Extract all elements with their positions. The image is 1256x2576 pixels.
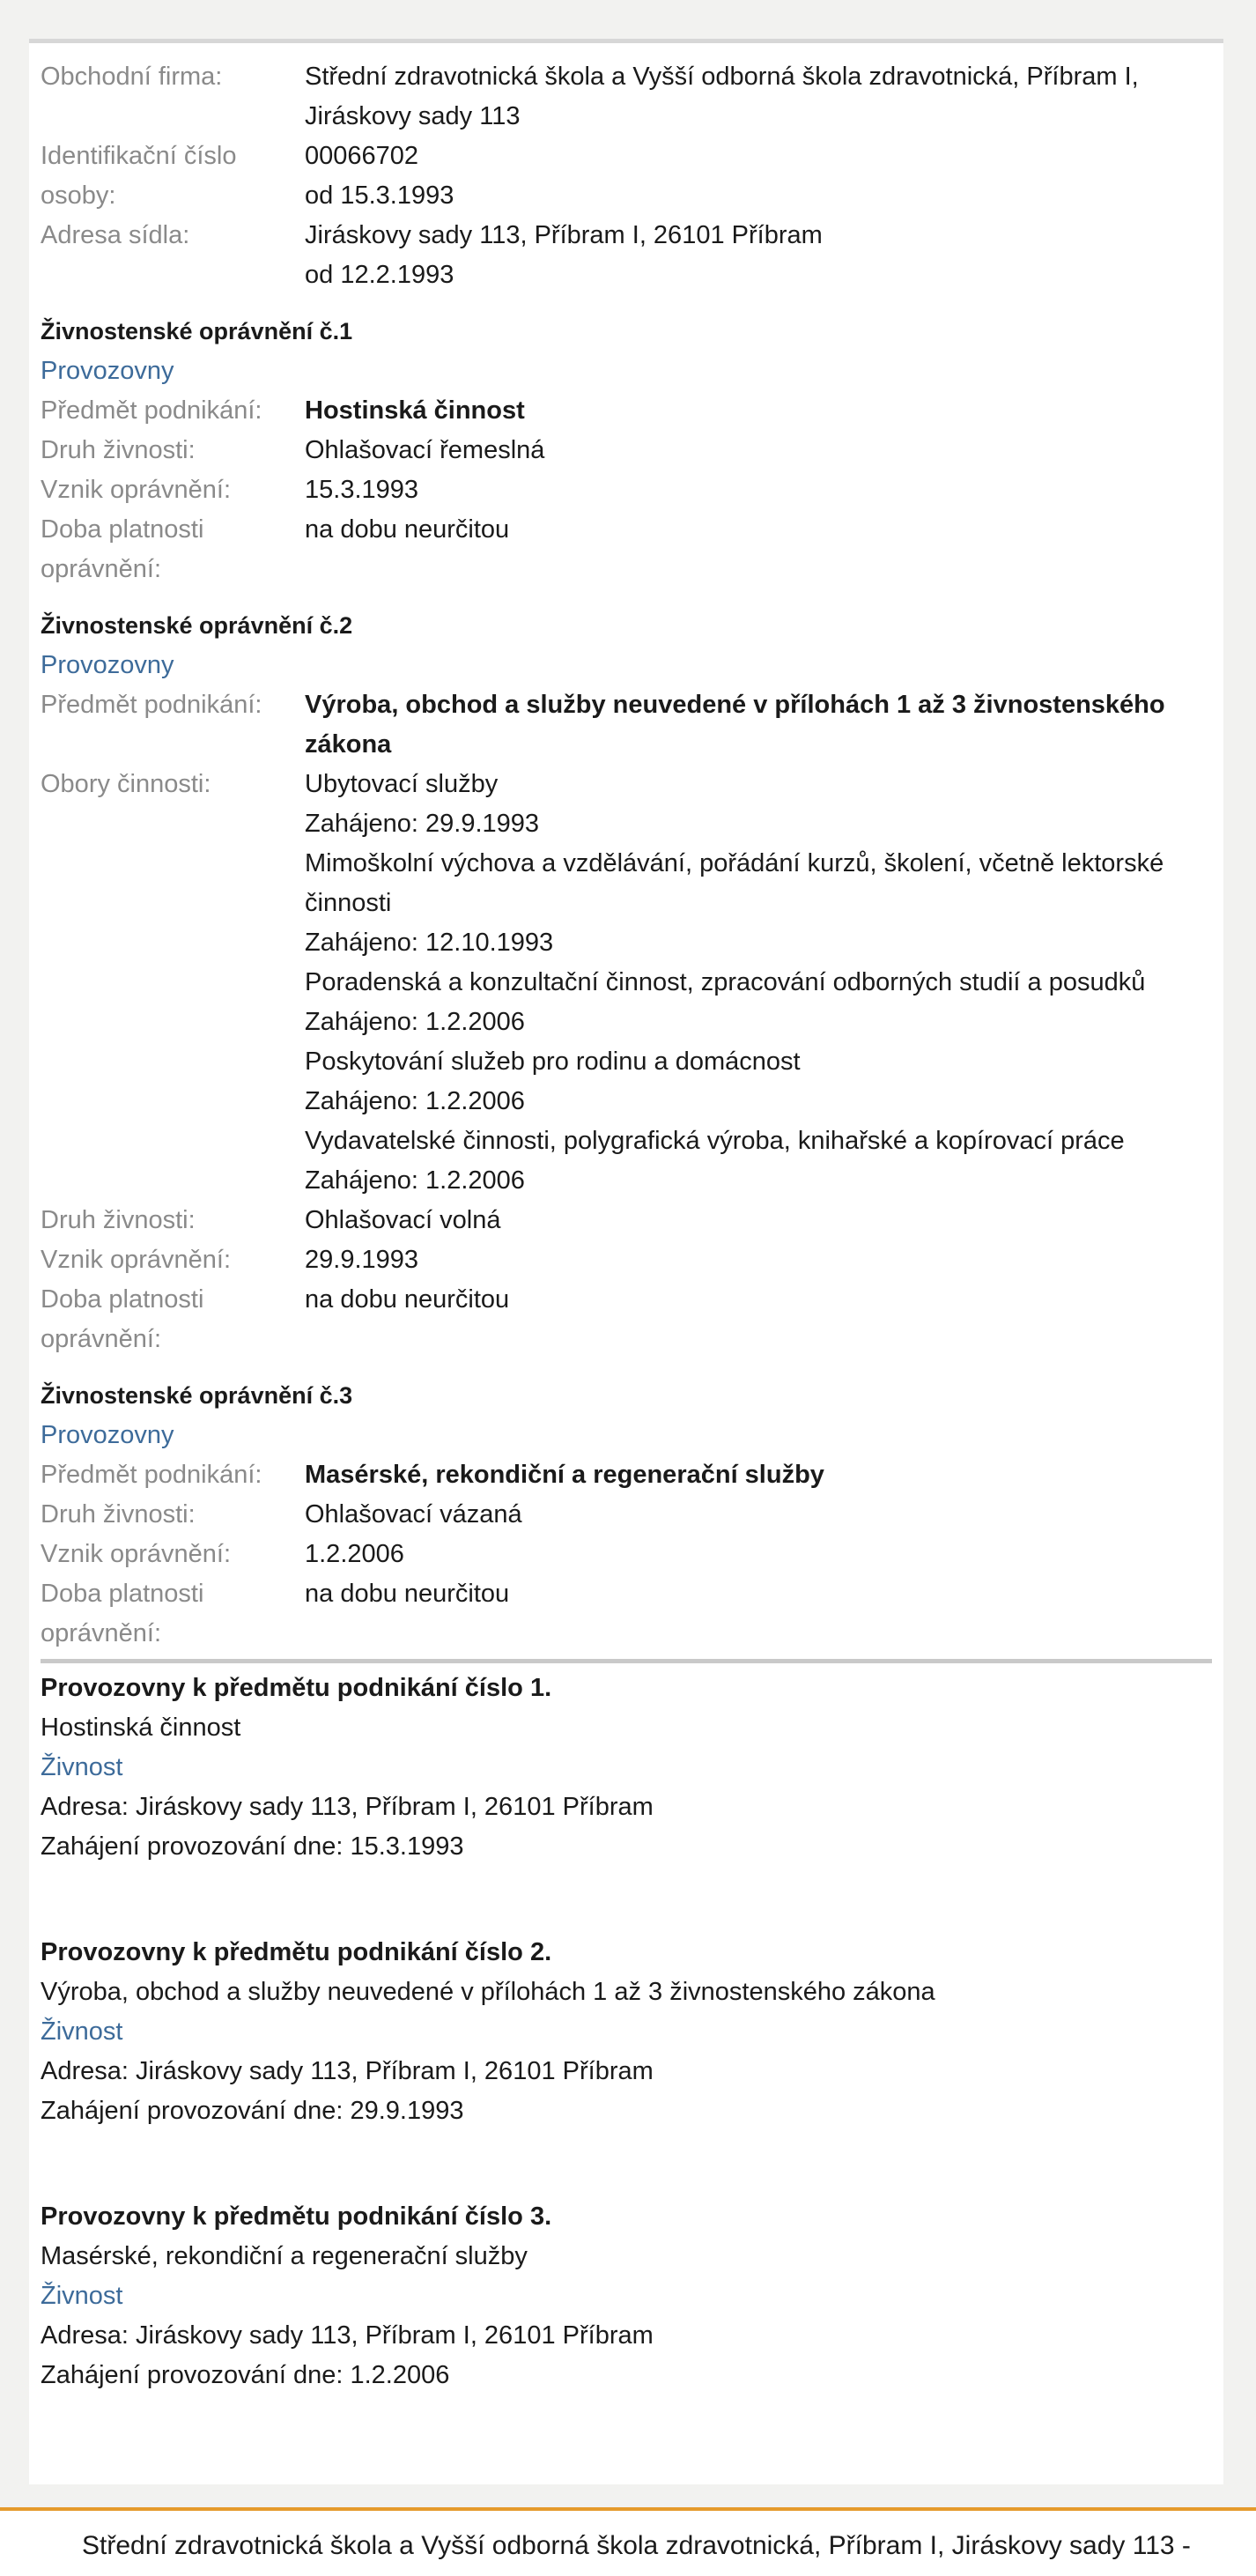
company-info	[41, 57, 1223, 295]
validity-label: Doba platnosti oprávnění:	[41, 1580, 204, 1647]
establishment-title: Provozovny k předmětu podnikání číslo 1.	[41, 1674, 552, 1702]
validity-value: na dobu neurčitou	[305, 515, 510, 544]
subject-value: Hostinská činnost	[305, 396, 525, 425]
establishments-link[interactable]: Provozovny	[41, 357, 174, 385]
subject-label: Předmět podnikání:	[41, 1461, 262, 1489]
establishment-1	[41, 1669, 1223, 1867]
establishment-2	[41, 1933, 1223, 2131]
establishment-address: Adresa: Jiráskovy sady 113, Příbram I, 26101 Příbram	[41, 2321, 654, 2350]
trade-type-label: Druh živnosti:	[41, 1206, 196, 1234]
footer-text: Střední zdravotnická škola a Vyšší odborná škola zdravotnická, Příbram I, Jiráskovy sady 113 -	[82, 2531, 1191, 2560]
validity-value: na dobu neurčitou	[305, 1580, 510, 1608]
field-name: Poskytování služeb pro rodinu a domácnost	[305, 1047, 801, 1076]
validity-label: Doba platnosti oprávnění:	[41, 1285, 204, 1353]
company-address-value: Jiráskovy sady 113, Příbram I, 26101 Příbram od 12.2.1993	[305, 221, 823, 289]
trade-link[interactable]: Živnost	[41, 1753, 123, 1781]
trade-type-value: Ohlašovací vázaná	[305, 1500, 522, 1529]
origin-value: 29.9.1993	[305, 1246, 419, 1274]
field-started: Zahájeno: 29.9.1993	[305, 810, 540, 838]
establishment-start: Zahájení provozování dne: 29.9.1993	[41, 2097, 464, 2125]
licence-title: Živnostenské oprávnění č.1	[41, 318, 353, 344]
subject-label: Předmět podnikání:	[41, 396, 262, 425]
company-name-value: Střední zdravotnická škola a Vyšší odborná škola zdravotnická, Příbram I, Jiráskovy sady 113	[305, 63, 1139, 130]
company-id-label: Identifikační číslo osoby:	[41, 142, 237, 210]
origin-value: 1.2.2006	[305, 1540, 404, 1568]
licence-1	[41, 312, 1223, 589]
company-address-label: Adresa sídla:	[41, 221, 190, 249]
field-name: Vydavatelské činnosti, polygrafická výroba, knihařské a kopírovací práce	[305, 1127, 1125, 1155]
section-divider	[41, 1659, 1212, 1663]
licence-2	[41, 606, 1223, 1359]
field-name: Poradenská a konzultační činnost, zpracování odborných studií a posudků	[305, 968, 1146, 996]
establishments-link[interactable]: Provozovny	[41, 651, 174, 679]
establishment-start: Zahájení provozování dne: 15.3.1993	[41, 1832, 464, 1861]
fields-list	[305, 765, 1194, 1201]
validity-value: na dobu neurčitou	[305, 1285, 510, 1314]
field-started: Zahájeno: 1.2.2006	[305, 1166, 525, 1195]
licence-title: Živnostenské oprávnění č.3	[41, 1382, 353, 1409]
field-started: Zahájeno: 1.2.2006	[305, 1087, 525, 1115]
establishment-title: Provozovny k předmětu podnikání číslo 3.	[41, 2202, 552, 2231]
company-id-value: 00066702 od 15.3.1993	[305, 142, 454, 210]
establishment-address: Adresa: Jiráskovy sady 113, Příbram I, 26101 Příbram	[41, 2057, 654, 2085]
establishment-start: Zahájení provozování dne: 1.2.2006	[41, 2361, 450, 2389]
trade-type-label: Druh živnosti:	[41, 436, 196, 464]
establishment-subject: Výroba, obchod a služby neuvedené v přílohách 1 až 3 živnostenského zákona	[41, 1978, 935, 2006]
trade-type-value: Ohlašovací řemeslná	[305, 436, 545, 464]
trade-link[interactable]: Živnost	[41, 2282, 123, 2310]
establishment-subject: Masérské, rekondiční a regenerační služby	[41, 2242, 528, 2270]
establishment-title: Provozovny k předmětu podnikání číslo 2.	[41, 1938, 552, 1966]
page-footer	[0, 2507, 1256, 2576]
establishment-address: Adresa: Jiráskovy sady 113, Příbram I, 26101 Příbram	[41, 1793, 654, 1821]
subject-value: Masérské, rekondiční a regenerační služby	[305, 1461, 824, 1489]
licence-3	[41, 1376, 1223, 1654]
field-started: Zahájeno: 1.2.2006	[305, 1008, 525, 1036]
establishment-3	[41, 2197, 1223, 2395]
subject-value: Výroba, obchod a služby neuvedené v přílohách 1 až 3 živnostenského zákona	[305, 691, 1165, 759]
field-started: Zahájeno: 12.10.1993	[305, 929, 554, 957]
establishments-link[interactable]: Provozovny	[41, 1421, 174, 1449]
company-name-label: Obchodní firma:	[41, 63, 223, 91]
validity-label: Doba platnosti oprávnění:	[41, 515, 204, 583]
fields-label: Obory činnosti:	[41, 770, 211, 798]
field-name: Mimoškolní výchova a vzdělávání, pořádání kurzů, školení, včetně lektorské činnosti	[305, 849, 1164, 917]
record-panel	[29, 39, 1223, 2484]
origin-label: Vznik oprávnění:	[41, 1540, 232, 1568]
trade-type-label: Druh živnosti:	[41, 1500, 196, 1529]
trade-type-value: Ohlašovací volná	[305, 1206, 501, 1234]
establishment-subject: Hostinská činnost	[41, 1714, 241, 1742]
licence-title: Živnostenské oprávnění č.2	[41, 612, 353, 639]
origin-label: Vznik oprávnění:	[41, 1246, 232, 1274]
trade-link[interactable]: Živnost	[41, 2017, 123, 2046]
origin-value: 15.3.1993	[305, 476, 419, 504]
origin-label: Vznik oprávnění:	[41, 476, 232, 504]
field-name: Ubytovací služby	[305, 770, 499, 798]
subject-label: Předmět podnikání:	[41, 691, 262, 719]
